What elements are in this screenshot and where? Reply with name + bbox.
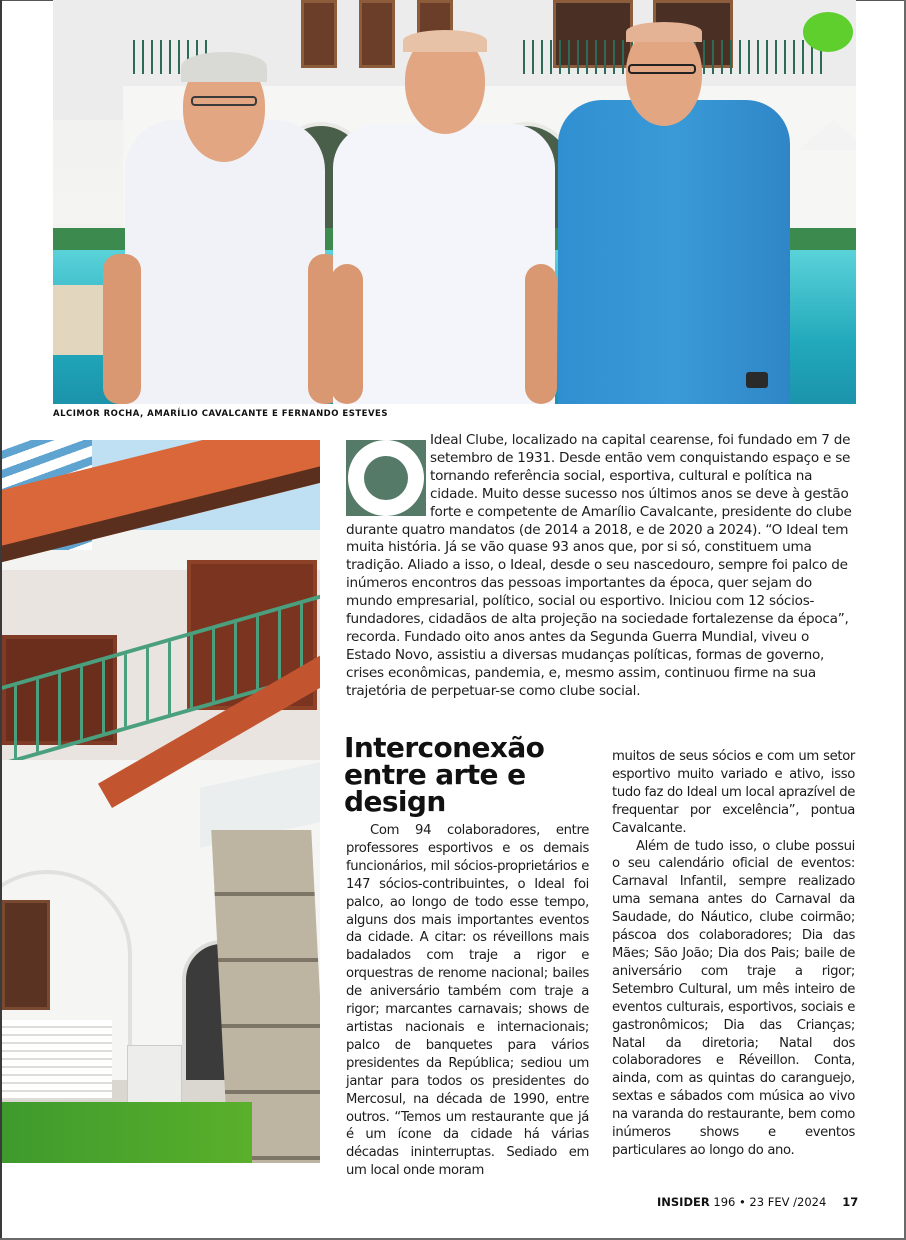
person-alcimor-rocha [103, 24, 343, 404]
section-heading: Interconexão entre arte e design [344, 731, 545, 818]
paragraph: Com 94 colaboradores, entre professores esportivos e os demais funcionários, mil sócios-proprietários e 147 sócios-contribuintes, o Ideal foi palco, ao longo de todo esse tempo, alguns dos mais importantes eventos da cidade. A citar: os réveillons mais badalados com traje a rigor e orquestras de renome nacional; bailes de aniversário também com traje a rigor; marcantes carnavais; shows de artistas nacionais e internacionais; palco de banquetes para vários presidentes da República; sediou um jantar para todos os presidentes do Mercosul, na década de 1990, entre outros. “Temos um restaurante que já é um ícone da cidade há várias décadas ininterruptas. Sediado em um local onde moram [346, 823, 589, 1179]
artificial-grass [2, 1102, 252, 1163]
glasses [628, 64, 696, 74]
white-tshirt [125, 120, 325, 404]
paragraph: Além de tudo isso, o clube possui o seu calendário oficial de eventos: Carnaval Infantil, sempre realizado uma semana antes do Carnaval da Saudade, do Náutico, clube coirmão; páscoa dos colaboradores; Dia das Mães; São João; Dia dos Pais; baile de aniversário com traje a rigor; Setembro Cultural, um mês inteiro de eventos culturais, esportivos, sociais e gastronômicos; Dia das Crianças; Natal da diretoria; Natal dos colaboradores e Réveillon. Conta, ainda, com as quintas do caranguejo, sextas e sábados com música ao vivo na varanda do restaurante, bem como inúmeros shows e eventos particulares ao longo do ano. [612, 838, 855, 1158]
blue-shirt [558, 100, 790, 404]
photo-caption: ALCIMOR ROCHA, AMARÍLIO CAVALCANTE E FERNANDO ESTEVES [53, 409, 388, 419]
arm [525, 264, 557, 404]
person-amarilio-cavalcante [325, 34, 561, 404]
hair [181, 52, 267, 82]
intro-paragraph [346, 432, 856, 701]
white-chairs [2, 1020, 112, 1100]
arm [331, 264, 363, 404]
white-shirt [333, 124, 555, 404]
glasses [191, 96, 257, 106]
body-column-2 [612, 748, 855, 1160]
page-number: 17 [842, 1195, 859, 1209]
hair [403, 30, 487, 52]
issue-info: 196 • 23 FEV /2024 [709, 1195, 827, 1209]
person-fernando-esteves [558, 12, 790, 404]
body-column-1 [346, 822, 589, 1180]
arm [103, 254, 141, 404]
wristwatch [746, 372, 768, 388]
side-photo-building [2, 440, 320, 1163]
hero-photo [53, 0, 856, 404]
hair [626, 22, 702, 42]
magazine-name: INSIDER [657, 1195, 710, 1209]
hanging-plant [803, 12, 853, 52]
drop-cap-spacer [346, 432, 430, 520]
paragraph: muitos de seus sócios e com um setor esportivo muito variado e ativo, isso tudo faz do Ideal um local aprazível de frequentar por excelência”, pontua Cavalcante. [612, 749, 855, 836]
page-footer [657, 1195, 858, 1209]
intro-text: Ideal Clube, localizado na capital cearense, foi fundado em 7 de setembro de 1931. Desde então vem conquistando espaço e se tornando referência social, esportiva, cultural e política na cidade. Muito desse sucesso nos últimos anos se deve à gestão forte e competente de Amarílio Cavalcante, presidente do clube durante quatro mandatos (de 2014 a 2018, e de 2020 a 2024). “O Ideal tem muita história. Já se vão quase 93 anos que, por si só, constituem uma tradição. Aliado a isso, o Ideal, desde o seu nascedouro, sempre foi palco de inúmeros encontros das pessoas importantes da época, quer sejam do mundo empresarial, político, social ou esportivo. Iniciou com 12 sócios-fundadores, cidadãos de alta projeção na sociedade fortalezense da época”, recorda. Fundado oito anos antes da Segunda Guerra Mundial, viveu o Estado Novo, assistiu a diversas mudanças políticas, formas de governo, crises econômicas, pandemia, e, mesmo assim, continuou firme na sua trajetória de perpetuar-se como clube social. [346, 432, 852, 699]
